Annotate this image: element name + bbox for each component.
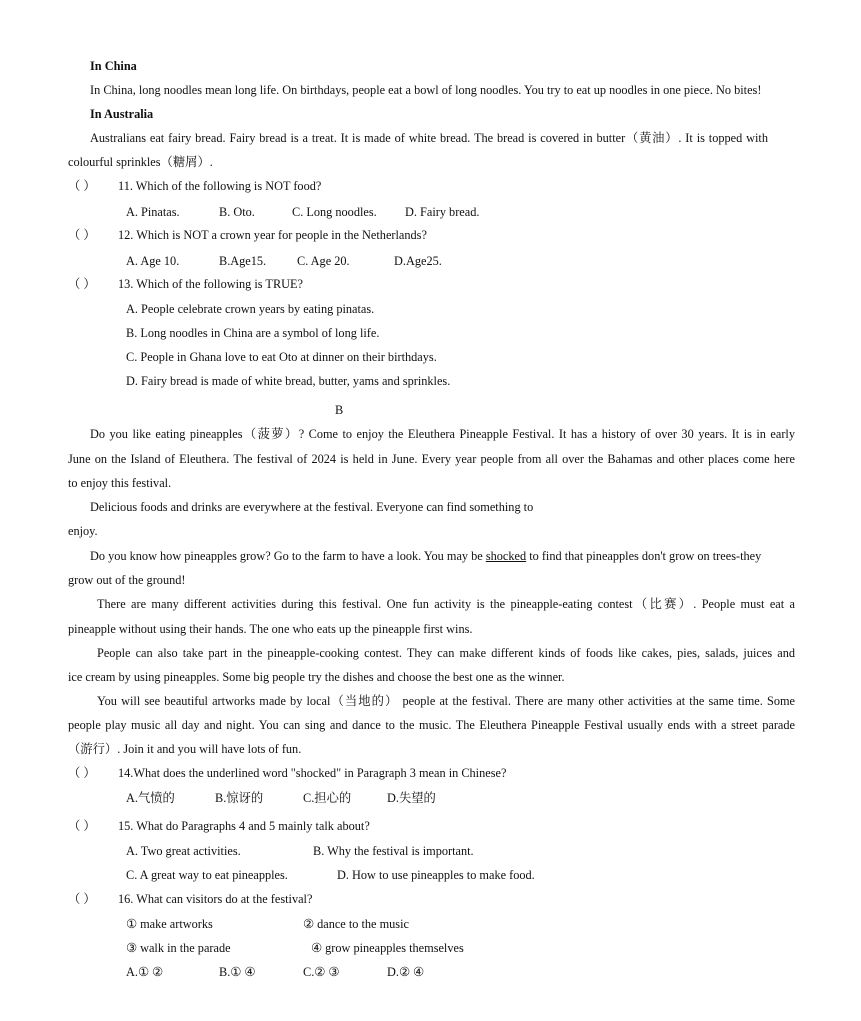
q11-answer-blank[interactable]: （ ） — [68, 179, 96, 193]
b-paragraph-1-line-1: Do you like eating pineapples（菠萝）? Come to enjoy the Eleuthera Pineapple Festival. It has a history of over 30 years. It is in early — [90, 427, 795, 441]
q12-stem: 12. Which is NOT a crown year for people in the Netherlands? — [118, 228, 427, 242]
q16-item-2: ② dance to the music — [303, 917, 409, 931]
b-paragraph-1-line-2: June on the Island of Eleuthera. The festival of 2024 is held in June. Every year people from all over the Bahamas and other places come here — [68, 452, 795, 466]
q11-option-b[interactable]: B. Oto. — [219, 205, 255, 219]
q11-stem: 11. Which of the following is NOT food? — [118, 179, 322, 193]
q15-option-a[interactable]: A. Two great activities. — [126, 844, 241, 858]
underlined-word-shocked: shocked — [485, 549, 527, 563]
b-paragraph-5-line-2: ice cream by using pineapples. Some big people try the dishes and choose the best one as the winner. — [68, 670, 565, 684]
b-paragraph-4-line-1: There are many different activities during this festival. One fun activity is the pineapple-eating contest（比赛）. People must eat a — [97, 597, 795, 611]
paragraph-australia-line-2: colourful sprinkles（糖屑）. — [68, 155, 213, 169]
heading-in-australia: In Australia — [90, 107, 154, 121]
q13-option-b[interactable]: B. Long noodles in China are a symbol of long life. — [126, 326, 380, 340]
q16-option-b[interactable]: B.① ④ — [219, 965, 256, 979]
q16-item-3: ③ walk in the parade — [126, 941, 231, 955]
b-paragraph-4-line-2: pineapple without using their hands. The one who eats up the pineapple first wins. — [68, 622, 473, 636]
q11-option-a[interactable]: A. Pinatas. — [126, 205, 180, 219]
q16-option-a[interactable]: A.① ② — [126, 965, 164, 979]
q15-answer-blank[interactable]: （ ） — [68, 819, 96, 833]
q13-answer-blank[interactable]: （ ） — [68, 277, 96, 291]
q14-option-c[interactable]: C.担心的 — [303, 791, 352, 805]
q15-option-d[interactable]: D. How to use pineapples to make food. — [337, 868, 535, 882]
q13-option-a[interactable]: A. People celebrate crown years by eating pinatas. — [126, 302, 375, 316]
q13-stem: 13. Which of the following is TRUE? — [118, 277, 303, 291]
q15-option-b[interactable]: B. Why the festival is important. — [313, 844, 474, 858]
q16-option-c[interactable]: C.② ③ — [303, 965, 340, 979]
q16-stem: 16. What can visitors do at the festival? — [118, 892, 313, 906]
q15-stem: 15. What do Paragraphs 4 and 5 mainly talk about? — [118, 819, 370, 833]
b-paragraph-3-text-after: to find that pineapples don't grow on trees-they — [526, 549, 762, 563]
q11-option-d[interactable]: D. Fairy bread. — [405, 205, 480, 219]
q12-option-b[interactable]: B.Age15. — [219, 254, 267, 268]
q12-answer-blank[interactable]: （ ） — [68, 228, 96, 242]
section-b-label: B — [335, 403, 344, 417]
q12-option-c[interactable]: C. Age 20. — [297, 254, 350, 268]
q13-option-c[interactable]: C. People in Ghana love to eat Oto at dinner on their birthdays. — [126, 350, 437, 364]
q12-option-a[interactable]: A. Age 10. — [126, 254, 180, 268]
b-paragraph-2-line-2: enjoy. — [68, 524, 98, 538]
q16-item-4: ④ grow pineapples themselves — [311, 941, 464, 955]
heading-in-china: In China — [90, 59, 137, 73]
q14-option-b[interactable]: B.惊讶的 — [215, 791, 264, 805]
q16-item-1: ① make artworks — [126, 917, 213, 931]
q13-option-d[interactable]: D. Fairy bread is made of white bread, butter, yams and sprinkles. — [126, 374, 451, 388]
b-paragraph-3-line-1 — [90, 548, 761, 564]
paragraph-china: In China, long noodles mean long life. On birthdays, people eat a bowl of long noodles. You try to eat up noodles in one piece. No bites! — [90, 83, 762, 97]
b-paragraph-2-line-1: Delicious foods and drinks are everywhere at the festival. Everyone can find something to — [90, 500, 534, 514]
q16-answer-blank[interactable]: （ ） — [68, 892, 96, 906]
q12-option-d[interactable]: D.Age25. — [394, 254, 442, 268]
b-paragraph-6-line-2: people play music all day and night. You can sing and dance to the music. The Eleuthera Pineapple Festival usually ends with a street parade — [68, 718, 795, 732]
b-paragraph-6-line-1: You will see beautiful artworks made by local（当地的） people at the festival. There are many other activities at the same time. Some — [97, 694, 795, 708]
q14-answer-blank[interactable]: （ ） — [68, 766, 96, 780]
q14-option-a[interactable]: A.气愤的 — [126, 791, 175, 805]
paragraph-australia-line-1: Australians eat fairy bread. Fairy bread is a treat. It is made of white bread. The bread is covered in butter（黄油）. It is topped with — [90, 131, 768, 145]
q11-option-c[interactable]: C. Long noodles. — [292, 205, 377, 219]
q15-option-c[interactable]: C. A great way to eat pineapples. — [126, 868, 288, 882]
q16-option-d[interactable]: D.② ④ — [387, 965, 425, 979]
q14-stem: 14.What does the underlined word "shocked" in Paragraph 3 mean in Chinese? — [118, 766, 507, 780]
b-paragraph-3-text-before: Do you know how pineapples grow? Go to the farm to have a look. You may be — [90, 549, 486, 563]
b-paragraph-5-line-1: People can also take part in the pineapple-cooking contest. They can make different kinds of foods like cakes, pies, salads, juices and — [97, 646, 795, 660]
b-paragraph-3-line-2: grow out of the ground! — [68, 573, 186, 587]
q14-option-d[interactable]: D.失望的 — [387, 791, 436, 805]
b-paragraph-6-line-3: （游行）. Join it and you will have lots of fun. — [68, 742, 302, 756]
b-paragraph-1-line-3: to enjoy this festival. — [68, 476, 172, 490]
